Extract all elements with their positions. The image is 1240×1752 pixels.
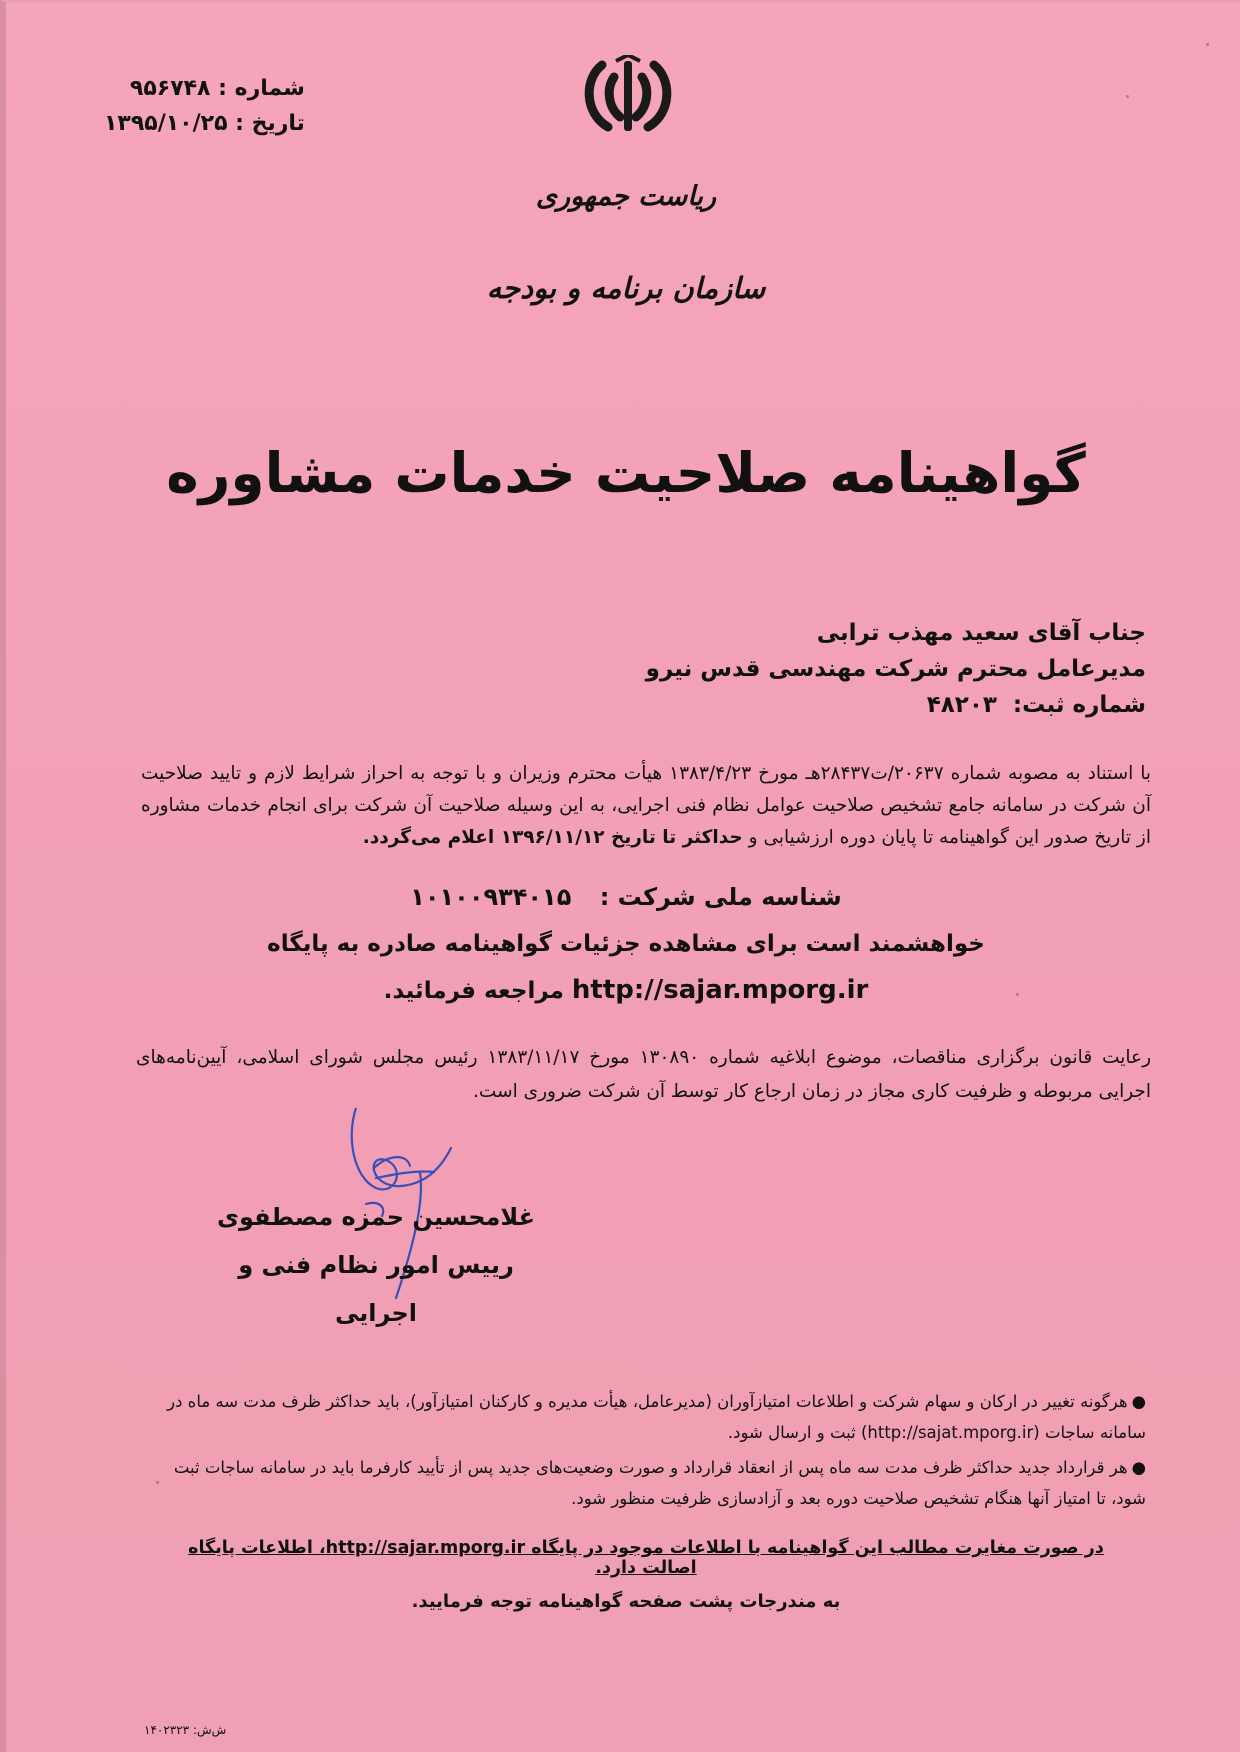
signer-title: رییس امور نظام فنی و اجرایی	[238, 1251, 514, 1327]
sajar-link[interactable]: http://sajar.mporg.ir	[571, 975, 869, 1005]
authenticity-warning: در صورت مغایرت مطالب این گواهینامه با اطلاعات موجود در پایگاه http://sajar.mporg.ir، اطلاعات پایگاه اصالت دارد.	[188, 1538, 1104, 1578]
presidency-heading: ریاست جمهوری	[535, 181, 717, 212]
iran-emblem-icon	[578, 55, 678, 137]
national-id	[6, 883, 1240, 911]
certificate-title: گواهینامه صلاحیت خدمات مشاوره	[166, 441, 1086, 505]
national-id-value: ۱۰۱۰۰۹۳۴۰۱۵	[410, 883, 572, 911]
date-label: تاریخ :	[235, 111, 305, 136]
national-id-label: شناسه ملی شرکت :	[599, 883, 842, 911]
document-number	[104, 71, 305, 106]
certificate-body	[141, 758, 1151, 854]
registration-number	[146, 687, 1146, 723]
law-compliance-text: رعایت قانون برگزاری مناقصات، موضوع ابلاغیه شماره ۱۳۰۸۹۰ مورخ ۱۳۸۳/۱۱/۱۷ رئیس مجلس شورای اسلامی، آیین‌نامه‌های اجرایی مربوطه و ظرفیت کاری مجاز در زمان ارجاع کار توسط آن شرکت ضروری است.	[136, 1047, 1152, 1102]
note-text: هرگونه تغییر در ارکان و سهام شرکت و اطلاعات امتیازآوران (مدیرعامل، هیأت مدیره و کارکنان امتیازآور)، باید حداکثر ظرف مدت سه ماه در سامانه ساجات (http://sajat.mporg.ir) ثبت و ارسال شود.	[167, 1392, 1146, 1442]
request-line-2	[6, 975, 1240, 1005]
signer-name: غلامحسین حمزه مصطفوی	[217, 1203, 535, 1231]
number-value: ۹۵۶۷۴۸	[129, 76, 211, 101]
registration-value: ۴۸۲۰۳	[926, 692, 997, 718]
document-meta	[104, 71, 305, 141]
note-item	[166, 1386, 1146, 1448]
addressee-name: جناب آقای سعید مهذب ترابی	[816, 620, 1146, 646]
body-text: با استناد به مصوبه شماره ۲۰۶۳۷/ت۲۸۴۳۷هـ مورخ ۱۳۸۳/۴/۲۳ هیأت محترم وزیران و با توجه به احراز شرایط لازم و تایید صلاحیت آن شرکت در سامانه جامع تشخیص صلاحیت عوامل نظام فنی اجرایی، به این وسیله صلاحیت آن شرکت برای انجام خدمات مشاوره از تاریخ صدور این گواهینامه تا پایان دوره ارزشیابی و	[141, 763, 1152, 848]
document-date	[104, 106, 305, 141]
budget-organization-heading: سازمان برنامه و بودجه	[486, 271, 766, 305]
addressee-block	[146, 615, 1146, 723]
request-line-1: خواهشمند است برای مشاهده جزئیات گواهینامه صادره به پایگاه	[267, 931, 985, 957]
back-page-note: به مندرجات پشت صفحه گواهینامه توجه فرمایید.	[411, 1591, 841, 1612]
signer-block	[196, 1193, 556, 1337]
bullet-icon: ●	[1131, 1458, 1146, 1477]
registration-label: شماره ثبت:	[1012, 692, 1146, 718]
request-tail: مراجعه فرمائید.	[383, 978, 564, 1004]
serial-number: ش‌ش: ۱۴۰۲۳۲۳	[144, 1723, 227, 1737]
notes-list	[166, 1386, 1146, 1518]
number-label: شماره :	[218, 76, 305, 101]
body-validity: حداکثر تا تاریخ ۱۳۹۶/۱۱/۱۲ اعلام می‌گردد.	[362, 827, 743, 848]
note-item	[166, 1452, 1146, 1514]
addressee-position: مدیرعامل محترم شرکت مهندسی قدس نیرو	[645, 656, 1146, 682]
date-value: ۱۳۹۵/۱۰/۲۵	[104, 111, 228, 136]
bullet-icon: ●	[1131, 1392, 1146, 1411]
note-text: هر قرارداد جدید حداکثر ظرف مدت سه ماه پس از انعقاد قرارداد و صورت وضعیت‌های جدید پس از تأیید کارفرما باید در سامانه ساجات ثبت شود، تا امتیاز آنها هنگام تشخیص صلاحیت دوره بعد و آزادسازی ظرفیت منظور شود.	[173, 1458, 1146, 1508]
